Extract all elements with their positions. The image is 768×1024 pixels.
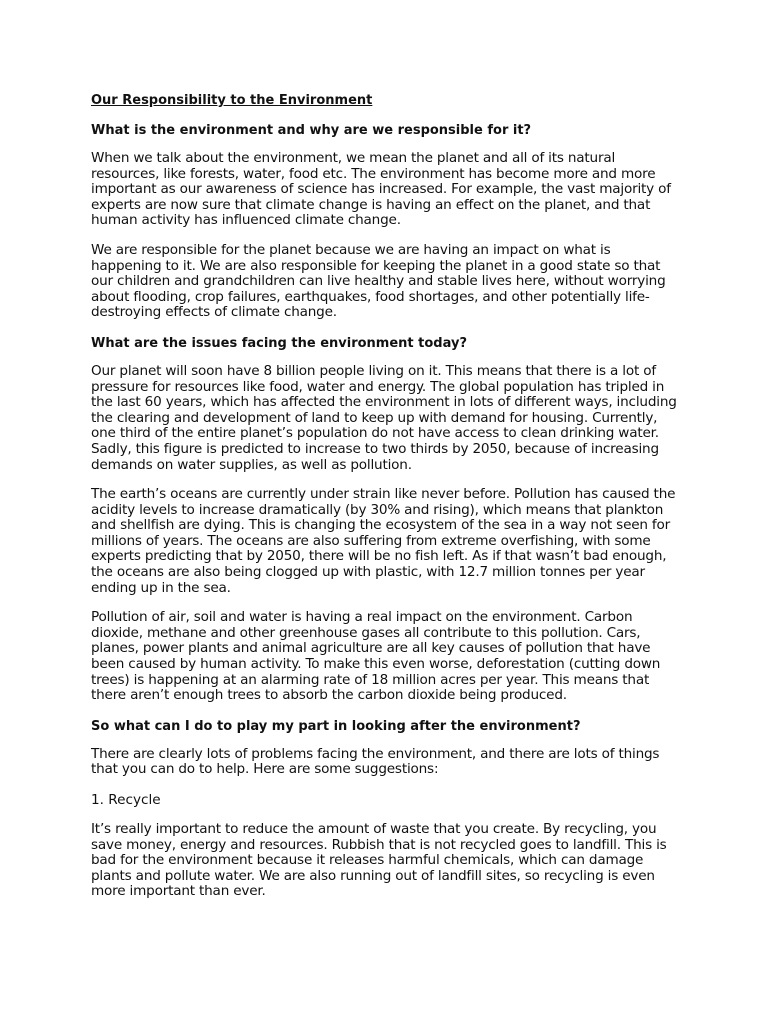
section-heading-issues-today: What are the issues facing the environment today?: [91, 335, 467, 351]
document-title: Our Responsibility to the Environment: [91, 93, 373, 108]
paragraph: Our planet will soon have 8 billion people living on it. This means that there is a lot of pressure for resources like food, water and energy. The global population has tripled in the last 60 years, which has affected the environment in lots of different ways, including the clearing and development of land to keep up with demand for housing. Currently, one third of the entire planet’s population do not have access to clean drinking water. Sadly, this figure is predicted to increase to two thirds by 2050, because of increasing demands on water supplies, as well as pollution.: [91, 362, 677, 473]
list-item-heading-recycle: 1. Recycle: [91, 792, 161, 808]
document-page: [91, 92, 681, 914]
paragraph: Pollution of air, soil and water is having a real impact on the environment. Carbon dioxide, methane and other greenhouse gases all contribute to this pollution. Cars, planes, power plants and animal agriculture are all key causes of pollution that have been caused by human activity. To make this even worse, deforestation (cutting down trees) is happening at an alarming rate of 18 million acres per year. This means that there aren’t enough trees to absorb the carbon dioxide being produced.: [91, 609, 661, 704]
section-heading-what-can-i-do: So what can I do to play my part in looking after the environment?: [91, 718, 581, 734]
paragraph: There are clearly lots of problems facing the environment, and there are lots of things that you can do to help. Here are some suggestions:: [91, 745, 660, 778]
paragraph: It’s really important to reduce the amount of waste that you create. By recycling, you save money, energy and resources. Rubbish that is not recycled goes to landfill. This is bad for the environment because it releases harmful chemicals, which can damage plants and pollute water. We are also running out of landfill sites, so recycling is even more important than ever.: [91, 821, 667, 900]
section-heading-what-is-environment: What is the environment and why are we responsible for it?: [91, 123, 532, 138]
paragraph: When we talk about the environment, we mean the planet and all of its natural resources, like forests, water, food etc. The environment has become more and more important as our awareness of science has increased. For example, the vast majority of experts are now sure that climate change is having an effect on the planet, and that human activity has influenced climate change.: [91, 150, 671, 229]
paragraph: We are responsible for the planet because we are having an impact on what is happening to it. We are also responsible for keeping the planet in a good state so that our children and grandchildren can live healthy and stable lives here, without worrying about flooding, crop failures, earthquakes, food shortages, and other potentially life-destroying effects of climate change.: [91, 241, 666, 321]
paragraph: The earth’s oceans are currently under strain like never before. Pollution has caused the acidity levels to increase dramatically (by 30% and rising), which means that plankton and shellfish are dying. This is changing the ecosystem of the sea in a way not seen for millions of years. The oceans are also suffering from extreme overfishing, with some experts predicting that by 2050, there will be no fish left. As if that wasn’t bad enough, the oceans are also being clogged up with plastic, with 12.7 million tonnes per year ending up in the sea.: [91, 486, 676, 596]
